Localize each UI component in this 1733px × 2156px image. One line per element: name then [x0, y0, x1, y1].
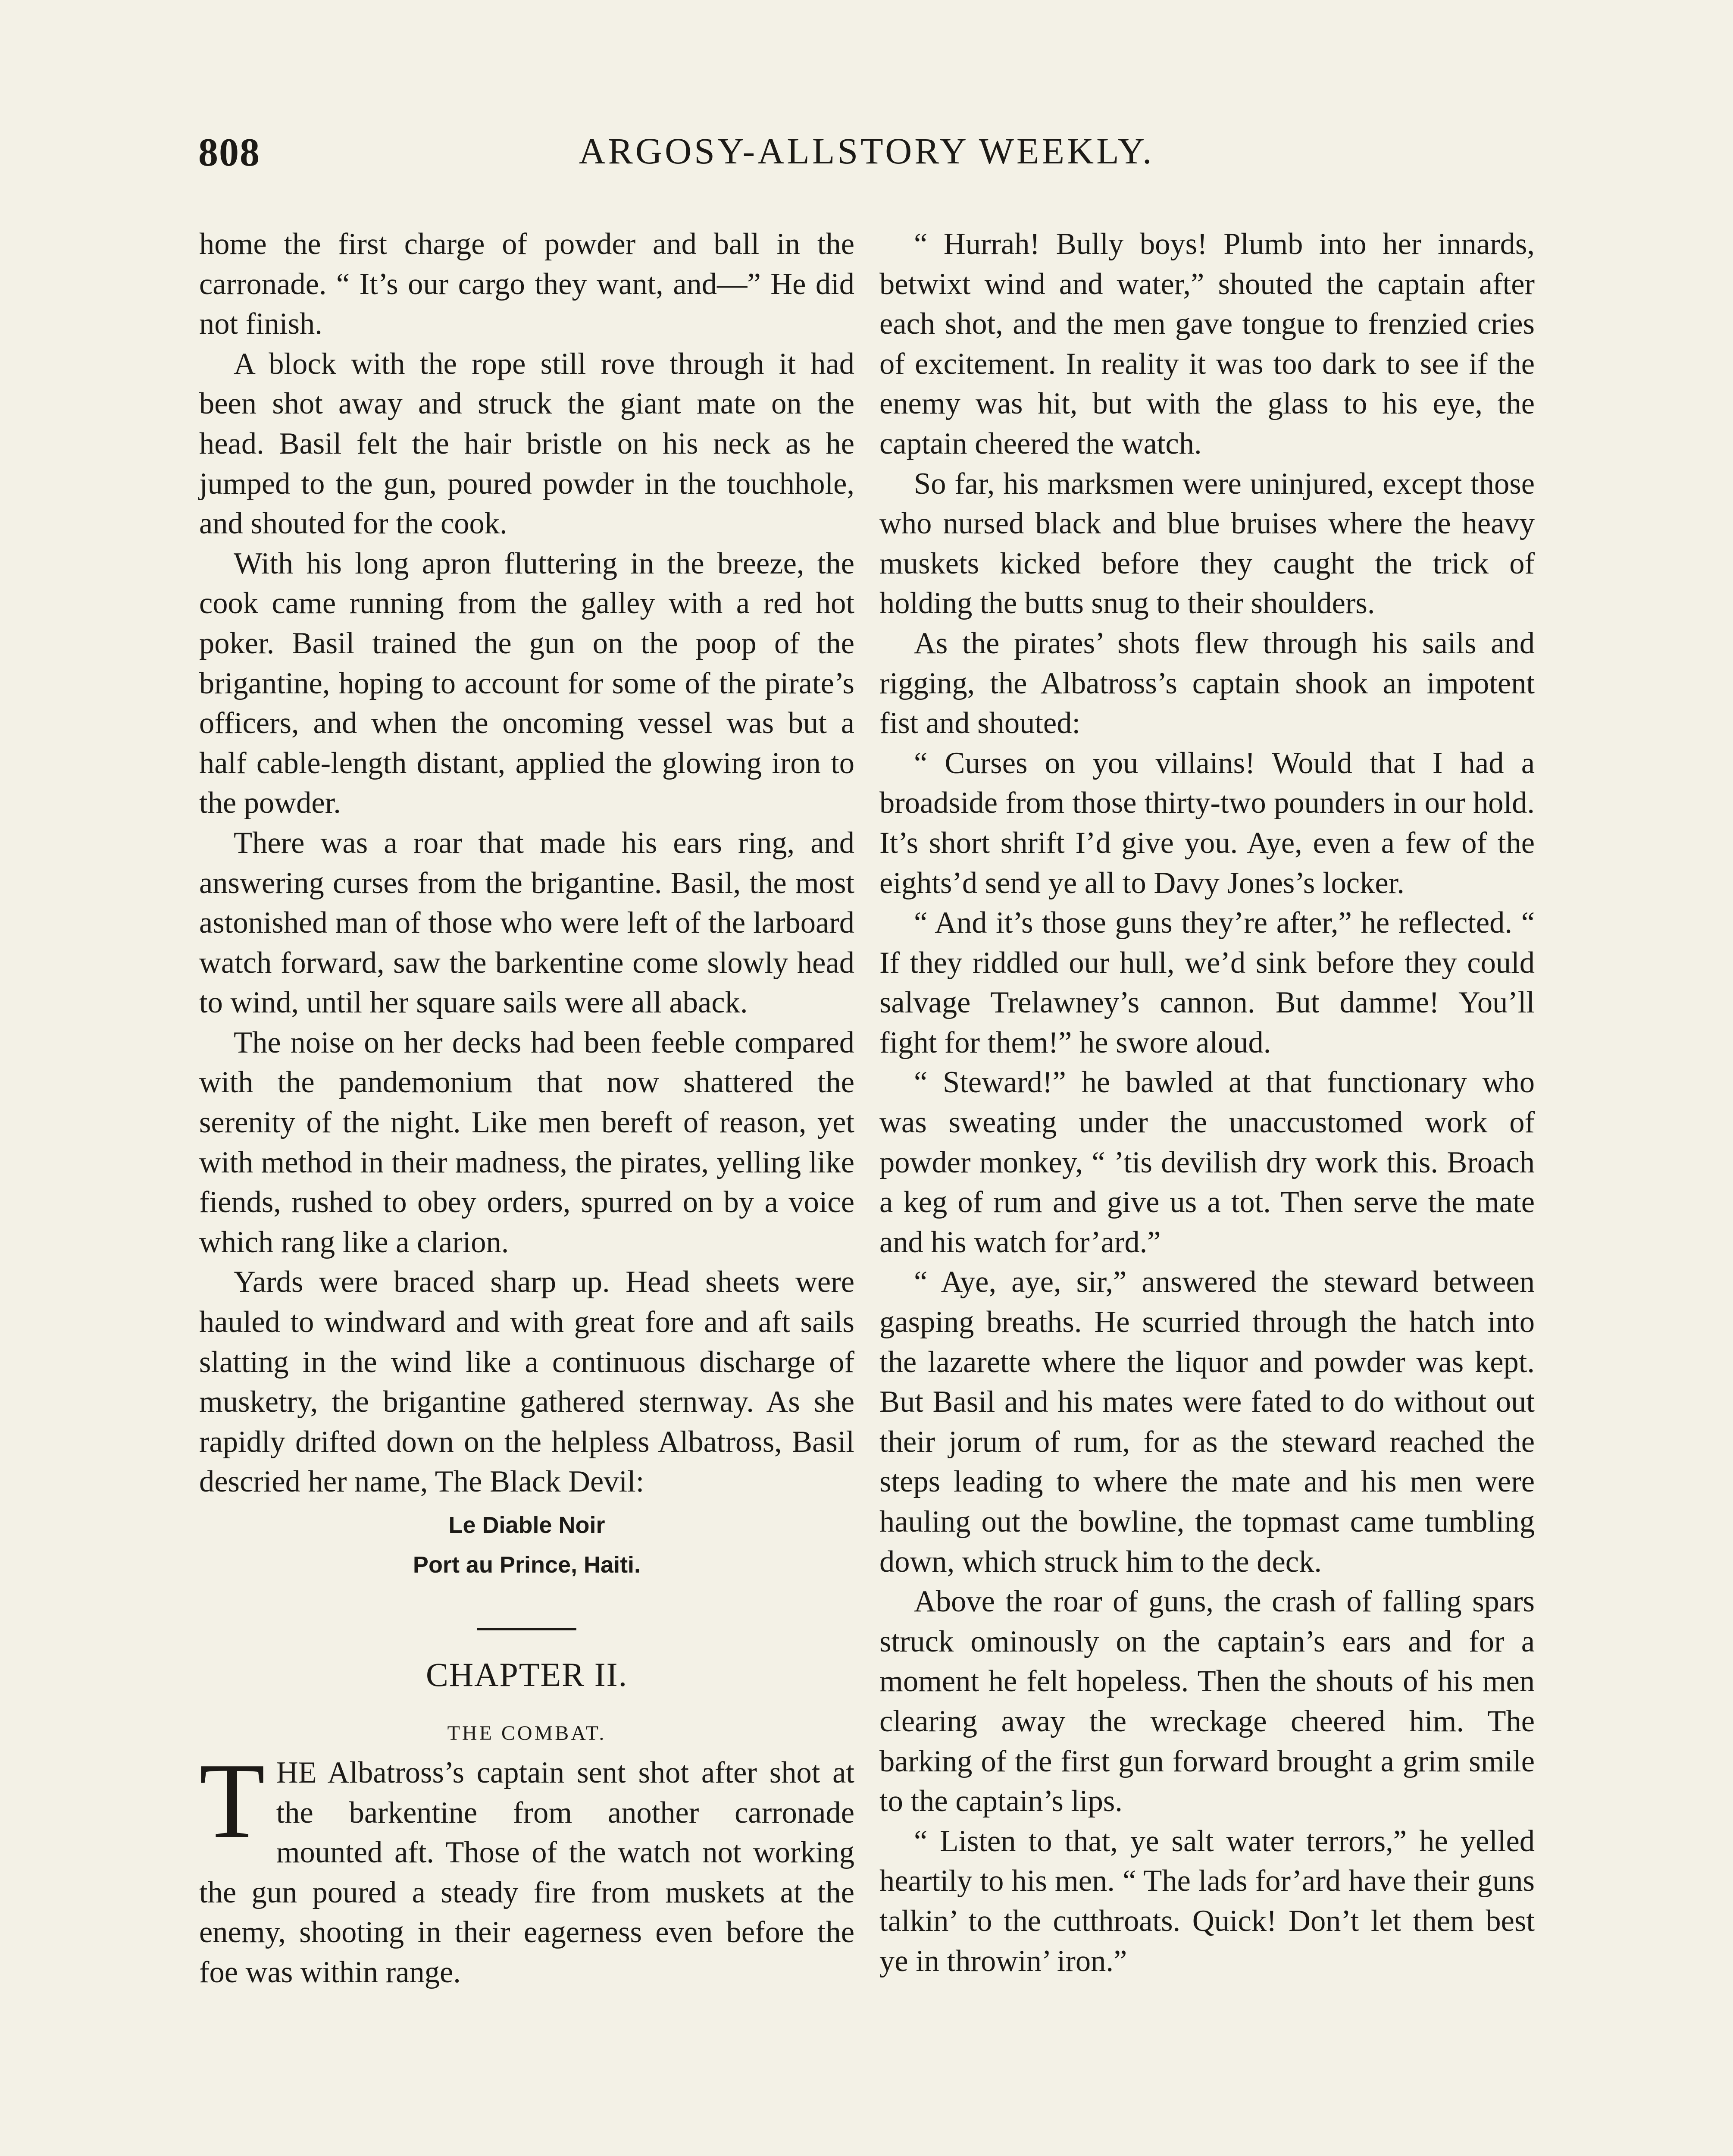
- left-column: [199, 224, 854, 1993]
- ship-name-line: Le Diable Noir: [448, 1512, 605, 1538]
- page-header: [198, 129, 1535, 190]
- paragraph: A block with the rope still rove through it had been shot away and struck the giant mate on the head. Basil felt the hair bristle on his neck as he jumped to the gun, poured powder in the touchhole, and shouted for the cook.: [199, 347, 854, 541]
- paragraph-text: HE Albatross’s captain sent shot after shot at the barkentine from another carronade mounted aft. Those of the watch not working the gun poured a steady fire from muskets at the enemy, shooting in their eagerness even before the foe was within range.: [199, 1756, 854, 1989]
- paragraph: As the pirates’ shots flew through his sails and rigging, the Albatross’s captain shook an impotent fist and shouted:: [879, 626, 1535, 740]
- paragraph: There was a roar that made his ears ring, and answering curses from the brigantine. Basil, the most astonished man of those who were left of the larboard watch forward, saw the barkentine come slowly head to wind, until her square sails were all aback.: [199, 826, 854, 1020]
- paragraph: The noise on her decks had been feeble compared with the pandemonium that now shattered the serenity of the night. Like men bereft of reason, yet with method in their madness, the pirates, yelling like fiends, rushed to obey orders, spurred on by a voice which rang like a clarion.: [199, 1025, 854, 1259]
- paragraph: So far, his marksmen were uninjured, except those who nursed black and blue bruises where the heavy muskets kicked before they caught the trick of holding the butts snug to their shoulders.: [879, 467, 1535, 620]
- paragraph: “ Listen to that, ye salt water terrors,” he yelled heartily to his men. “ The lads for’ard have their guns talkin’ to the cutthroats. Quick! Don’t let them best ye in throwin’ iron.”: [879, 1824, 1535, 1978]
- paragraph: “ Steward!” he bawled at that functionary who was sweating under the unaccustomed work of powder monkey, “ ’tis devilish dry work this. Broach a keg of rum and give us a tot. Then serve the mate and his watch for’ard.”: [879, 1065, 1535, 1259]
- paragraph: home the first charge of powder and ball in the carronade. “ It’s our cargo they want, and—” He did not finish.: [199, 227, 854, 341]
- page-number: 808: [198, 130, 260, 174]
- drop-cap: T: [199, 1741, 265, 1861]
- ship-port-line: Port au Prince, Haiti.: [413, 1552, 641, 1578]
- paragraph: Above the roar of guns, the crash of falling spars struck ominously on the captain’s ears and for a moment he felt hopeless. Then the shouts of his men clearing away the wreckage cheered him. The barking of the first gun forward brought a grim smile to the captain’s lips.: [879, 1585, 1535, 1818]
- paragraph: With his long apron fluttering in the breeze, the cook came running from the galley with a red hot poker. Basil trained the gun on the poop of the brigantine, hoping to account for some of the pirate’s officers, and when the oncoming vessel was but a half cable-length distant, applied the glowing iron to the powder.: [199, 546, 854, 820]
- paragraph: “ And it’s those guns they’re after,” he reflected. “ If they riddled our hull, we’d sink before they could salvage Trelawney’s cannon. But damme! You’ll fight for them!” he swore aloud.: [879, 906, 1535, 1059]
- chapter-opening-paragraph: [199, 1741, 854, 1993]
- chapter-title: CHAPTER II.: [425, 1656, 628, 1693]
- running-head: ARGOSY-ALLSTORY WEEKLY.: [579, 130, 1154, 172]
- paragraph: “ Hurrah! Bully boys! Plumb into her innards, betwixt wind and water,” shouted the captain after each shot, and the men gave tongue to frenzied cries of excitement. In reality it was too dark to see if the enemy was hit, but with the glass to his eye, the captain cheered the watch.: [879, 227, 1535, 461]
- section-rule: [477, 1628, 576, 1630]
- paragraph: Yards were braced sharp up. Head sheets were hauled to windward and with great fore and aft sails slatting in the wind like a continuous discharge of musketry, the brigantine gathered sternway. As she rapidly drifted down on the helpless Albatross, Basil descried her name, The Black Devil:: [199, 1265, 854, 1499]
- right-column: [879, 224, 1535, 1981]
- paragraph: “ Curses on you villains! Would that I had a broadside from those thirty-two pounders in our hold. It’s short shrift I’d give you. Aye, even a few of the eights’d send ye all to Davy Jones’s locker.: [879, 746, 1535, 900]
- paragraph: “ Aye, aye, sir,” answered the steward between gasping breaths. He scurried through the hatch into the lazarette where the liquor and powder was kept. But Basil and his mates were fated to do without out their jorum of rum, for as the steward reached the steps leading to where the mate and his men were hauling out the bowline, the topmast came tumbling down, which struck him to the deck.: [879, 1265, 1535, 1579]
- chapter-subtitle: THE COMBAT.: [447, 1722, 607, 1745]
